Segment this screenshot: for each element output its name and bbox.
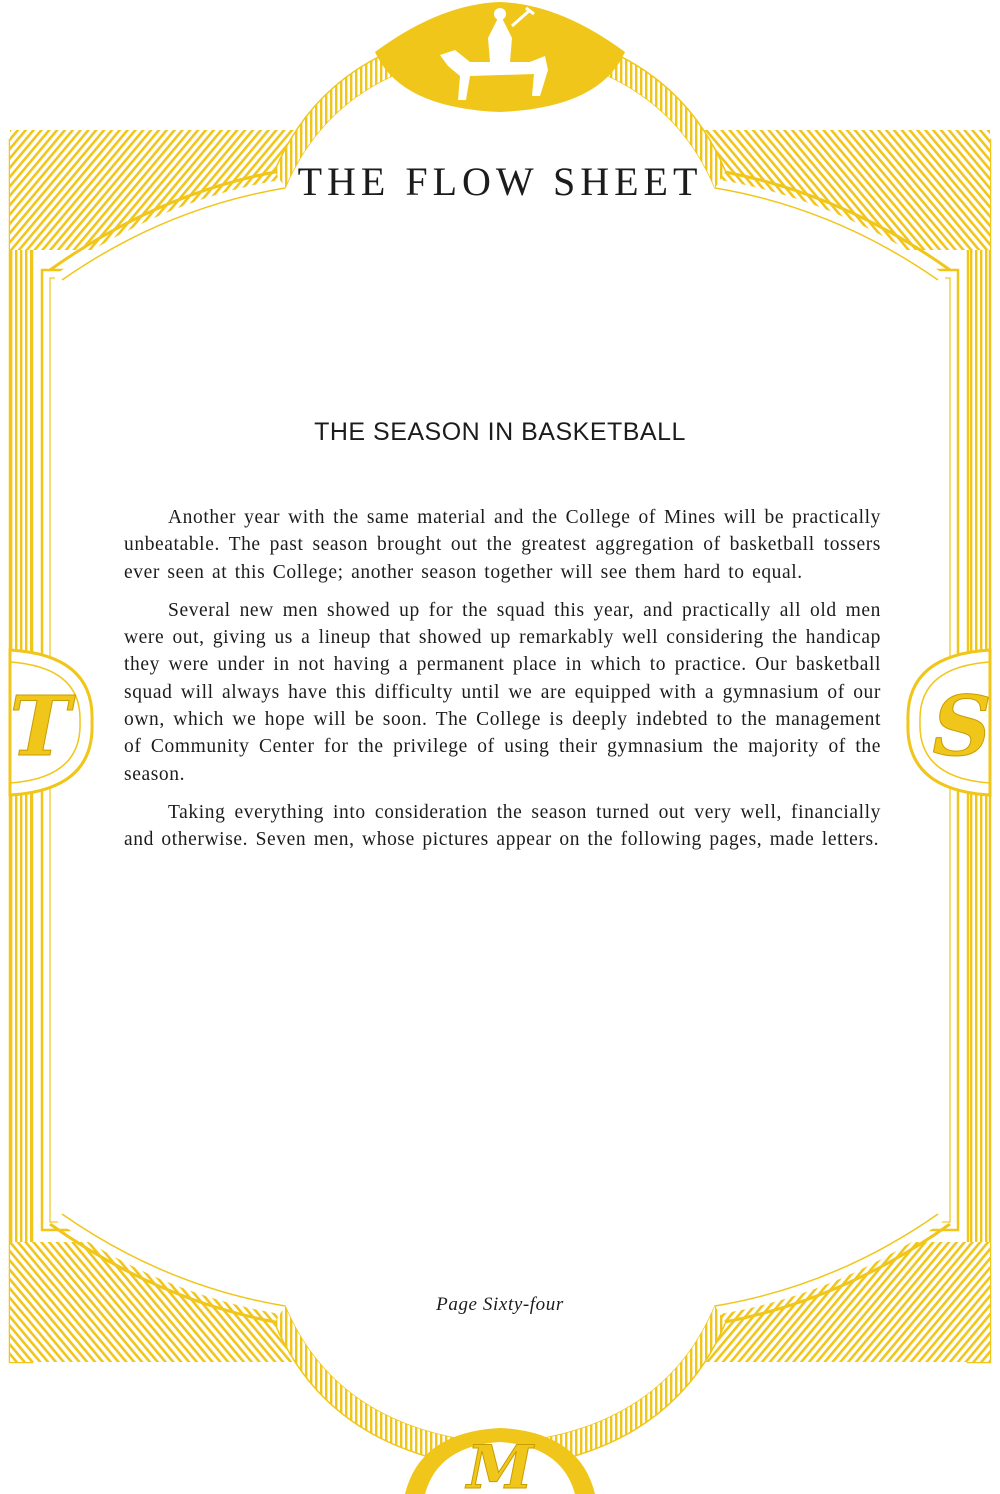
paragraph-2: Several new men showed up for the squad this year, and practically all old men were out, giving us a lineup that showed up remarkably well considering the handicap they were under in not having a permanent place in which to practice. Our basketball squad will always have this difficulty until we are equipped with a gymnasium of our own, which we hope will be soon. The College is deeply indebted to the management of Community Center for the privilege of using their gymnasium the majority of the season. [124,599,881,785]
right-monogram-letter: S [932,679,992,775]
left-monogram-letter: T [9,679,71,775]
page-number: Page Sixty-four [436,1294,564,1315]
paragraph-3: Taking everything into consideration the season turned out very well, financially and otherwise. Seven men, whose pictures appear on the following pages, made letters. [124,801,881,851]
running-head: THE FLOW SHEET [297,159,703,204]
bottom-monogram-letter: M [466,1433,534,1494]
article-title: THE SEASON IN BASKETBALL [314,418,686,446]
article-body [124,504,881,865]
paragraph-1: Another year with the same material and the College of Mines will be practically unbeatable. The past season brought out the greatest aggregation of basketball tossers ever seen at this College; another season together will see them hard to equal. [124,507,881,583]
